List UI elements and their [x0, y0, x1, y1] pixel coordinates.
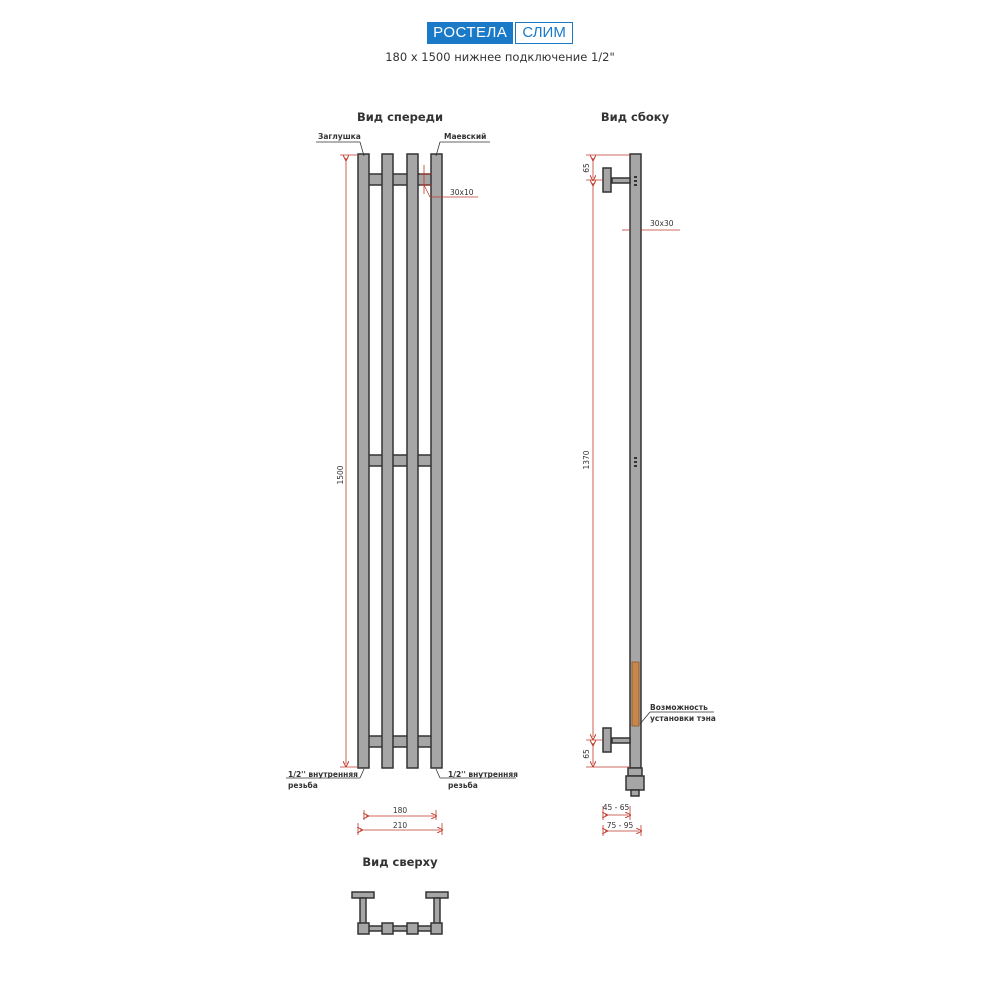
height-dimension — [340, 155, 357, 767]
brand-model: СЛИМ — [515, 22, 572, 44]
top-left-arm — [360, 898, 366, 924]
middle-connector — [368, 455, 432, 466]
top-tube-4 — [431, 923, 442, 934]
top-tube-2 — [382, 923, 393, 934]
depth-outer-label: 75 - 95 — [606, 821, 634, 830]
top-tube-1 — [358, 923, 369, 934]
tube-4 — [431, 154, 442, 768]
top-radiator — [352, 892, 448, 934]
side-tube-label: 30x30 — [650, 219, 674, 228]
top-right-plate — [426, 892, 448, 898]
top-view-title: Вид сверху — [362, 855, 438, 869]
height-label: 1500 — [336, 465, 345, 485]
thread-right-line2: резьба — [448, 781, 478, 790]
plug-label: Заглушка — [318, 132, 361, 141]
tube-1 — [358, 154, 369, 768]
offset-top-label: 65 — [582, 163, 591, 173]
thread-left-line2: резьба — [288, 781, 318, 790]
heater-element — [632, 662, 639, 726]
side-height-label: 1370 — [582, 450, 591, 470]
top-right-arm — [434, 898, 440, 924]
side-height-dimensions — [586, 155, 630, 767]
depth-inner-label: 45 - 65 — [602, 803, 630, 812]
bottom-bracket-arm — [612, 738, 630, 743]
connection-pipe — [631, 790, 639, 796]
brand-name: РОСТЕЛА — [427, 22, 513, 44]
thread-right-line1: 1/2'' внутренняя — [448, 770, 518, 779]
connection-nut — [628, 768, 642, 776]
side-radiator — [603, 154, 644, 796]
top-bracket-arm — [612, 178, 630, 183]
tube-2 — [382, 154, 393, 768]
front-radiator — [358, 154, 442, 768]
front-view-title: Вид спереди — [356, 110, 444, 124]
tube-size-label: 30x10 — [450, 188, 474, 197]
top-connector — [368, 174, 432, 185]
bottom-connector — [368, 736, 432, 747]
connection-valve — [626, 776, 644, 790]
width-outer-label: 210 — [392, 821, 408, 830]
subtitle: 180 x 1500 нижнее подключение 1/2" — [385, 50, 615, 64]
top-connecting-bar — [364, 926, 436, 931]
top-bracket-plate — [603, 168, 611, 192]
thread-left-line1: 1/2'' внутренняя — [288, 770, 358, 779]
side-view-title: Вид сбоку — [600, 110, 670, 124]
width-inner-label: 180 — [392, 806, 408, 815]
offset-bottom-label: 65 — [582, 749, 591, 759]
heater-label-line1: Возможность — [650, 703, 708, 712]
top-left-plate — [352, 892, 374, 898]
top-tube-3 — [407, 923, 418, 934]
heater-label-line2: установки тэна — [650, 714, 716, 723]
bottom-bracket-plate — [603, 728, 611, 752]
tube-3 — [407, 154, 418, 768]
mayevsky-label: Маевский — [444, 132, 487, 141]
